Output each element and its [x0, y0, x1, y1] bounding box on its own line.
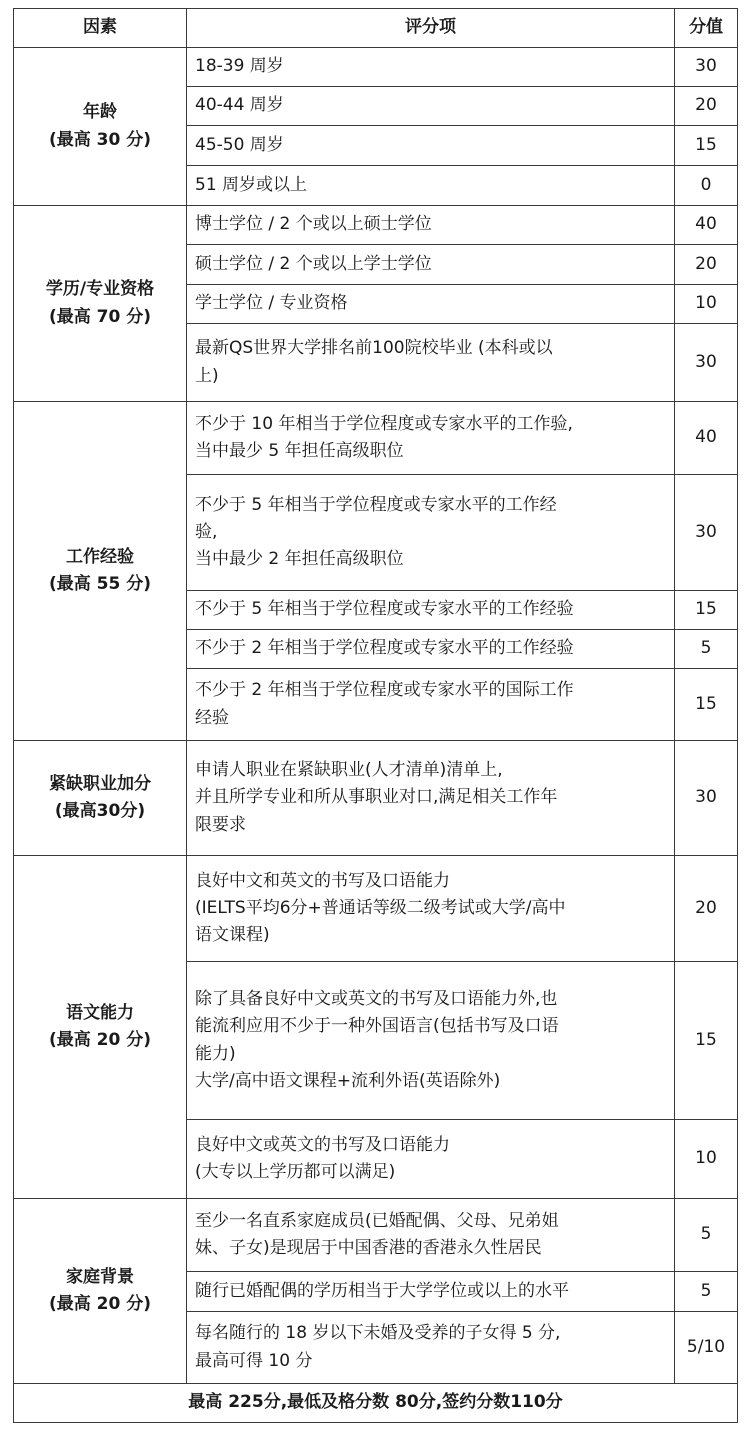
criterion-text: 良好中文或英文的书写及口语能力: [195, 1134, 450, 1155]
table-row: [14, 1199, 738, 1272]
criterion-text: 除了具备良好中文或英文的书写及口语能力外,也: [195, 989, 558, 1010]
score-cell: 30: [675, 741, 738, 856]
score-cell: 15: [675, 126, 738, 166]
criterion-text: 不少于 10 年相当于学位程度或专家水平的工作验,: [195, 413, 573, 434]
factor-cell: [14, 402, 187, 741]
factor-text: 家庭背景: [66, 1266, 134, 1287]
criterion-text: 上): [195, 365, 219, 386]
criterion-cell: [187, 856, 675, 962]
criterion-text: 当中最少 5 年担任高级职位: [195, 441, 404, 461]
factor-cell: [14, 1199, 187, 1384]
criterion-text: 硕士学位 / 2 个或以上学士学位: [195, 253, 432, 274]
criterion-text: 经验: [195, 707, 229, 728]
criterion-cell: [187, 402, 675, 475]
criterion-text: 最高可得 10 分: [195, 1350, 313, 1371]
criterion-cell: [187, 87, 675, 126]
score-cell: 20: [675, 245, 738, 285]
score-cell: 40: [675, 402, 738, 475]
criterion-text: 51 周岁或以上: [195, 174, 308, 195]
points-table: [13, 8, 738, 1423]
score-cell: 30: [675, 475, 738, 591]
score-cell: 10: [675, 1120, 738, 1199]
score-cell: 30: [675, 324, 738, 402]
header-row: [14, 9, 738, 48]
footer-row: [14, 1384, 738, 1423]
factor-cell: [14, 206, 187, 402]
score-cell: 5: [675, 630, 738, 669]
criterion-cell: [187, 48, 675, 87]
criterion-cell: [187, 285, 675, 324]
criterion-cell: [187, 126, 675, 166]
criterion-text: 博士学位 / 2 个或以上硕士学位: [195, 214, 432, 235]
criterion-cell: [187, 245, 675, 285]
header-factor: 因素: [14, 9, 187, 48]
factor-text: 年龄: [83, 102, 117, 123]
criterion-text: 能力): [195, 1043, 236, 1064]
criterion-text: 18-39 周岁: [195, 56, 284, 77]
factor-cell: [14, 48, 187, 206]
criterion-text: 不少于 2 年相当于学位程度或专家水平的工作经验: [195, 638, 574, 659]
criterion-cell: [187, 669, 675, 741]
criterion-text: 随行已婚配偶的学历相当于大学学位或以上的水平: [195, 1280, 569, 1301]
factor-text: (最高30分): [54, 801, 146, 821]
factor-text: (最高 30 分): [48, 129, 152, 150]
criterion-text: 学士学位 / 专业资格: [195, 293, 348, 314]
criterion-cell: [187, 1312, 675, 1384]
criterion-cell: [187, 1120, 675, 1199]
criterion-cell: [187, 962, 675, 1120]
factor-cell: [14, 741, 187, 856]
score-cell: 30: [675, 48, 738, 87]
score-cell: 40: [675, 206, 738, 245]
criterion-cell: [187, 1199, 675, 1272]
criterion-cell: [187, 324, 675, 402]
criterion-text: 大学/高中语文课程+流利外语(英语除外): [195, 1070, 501, 1091]
criterion-text: 语文课程): [195, 925, 270, 946]
criterion-cell: [187, 475, 675, 591]
criterion-text: 验,: [195, 521, 218, 542]
factor-cell: [14, 856, 187, 1199]
factor-text: (最高 20 分): [48, 1030, 152, 1050]
criterion-text: 当中最少 2 年担任高级职位: [195, 549, 404, 570]
factor-text: 语文能力: [66, 1002, 134, 1023]
criterion-text: 能流利应用不少于一种外国语言(包括书写及口语: [195, 1016, 559, 1037]
criterion-text: 良好中文和英文的书写及口语能力: [195, 870, 450, 891]
table-row: [14, 206, 738, 245]
score-cell: 5: [675, 1199, 738, 1272]
score-cell: 15: [675, 669, 738, 741]
factor-text: 学历/专业资格: [45, 279, 155, 300]
criterion-text: 申请人职业在紧缺职业(人才清单)清单上,: [195, 760, 503, 781]
criterion-cell: [187, 206, 675, 245]
table-row: [14, 402, 738, 475]
footer-summary: 最高 225分,最低及格分数 80分,签约分数110分: [14, 1384, 738, 1423]
score-cell: 20: [675, 856, 738, 962]
score-cell: 5/10: [675, 1312, 738, 1384]
criterion-text: 不少于 5 年相当于学位程度或专家水平的工作经: [195, 494, 557, 515]
criterion-cell: [187, 166, 675, 206]
header-item: 评分项: [187, 9, 675, 48]
criterion-text: 不少于 5 年相当于学位程度或专家水平的工作经验: [195, 599, 574, 620]
criterion-text: 并且所学专业和所从事职业对口,满足相关工作年: [195, 787, 558, 808]
criterion-cell: [187, 630, 675, 669]
criterion-text: 最新QS世界大学排名前100院校毕业 (本科或以: [195, 338, 553, 359]
criterion-text: 不少于 2 年相当于学位程度或专家水平的国际工作: [195, 680, 574, 701]
criterion-text: 每名随行的 18 岁以下未婚及受养的子女得 5 分,: [195, 1323, 561, 1344]
criterion-text: 限要求: [195, 814, 246, 835]
criterion-cell: [187, 591, 675, 630]
criterion-text: (IELTS平均6分+普通话等级二级考试或大学/高中: [195, 897, 566, 918]
table-row: [14, 741, 738, 856]
factor-text: (最高 55 分): [48, 574, 152, 594]
header-score: 分值: [675, 9, 738, 48]
score-cell: 0: [675, 166, 738, 206]
criterion-text: (大专以上学历都可以满足): [195, 1162, 396, 1182]
criterion-cell: [187, 741, 675, 856]
factor-text: (最高 70 分): [48, 306, 152, 327]
criterion-text: 40-44 周岁: [195, 95, 284, 116]
criterion-text: 至少一名直系家庭成员(已婚配偶、父母、兄弟姐: [195, 1210, 559, 1231]
score-cell: 15: [675, 962, 738, 1120]
score-cell: 20: [675, 87, 738, 126]
score-cell: 5: [675, 1272, 738, 1312]
table-row: [14, 856, 738, 962]
factor-text: 工作经验: [66, 546, 134, 567]
criterion-cell: [187, 1272, 675, 1312]
score-cell: 10: [675, 285, 738, 324]
factor-text: 紧缺职业加分: [49, 773, 151, 794]
criterion-text: 45-50 周岁: [195, 134, 284, 155]
criterion-text: 妹、子女)是现居于中国香港的香港永久性居民: [195, 1238, 542, 1258]
factor-text: (最高 20 分): [48, 1294, 152, 1314]
table-row: [14, 48, 738, 87]
score-cell: 15: [675, 591, 738, 630]
